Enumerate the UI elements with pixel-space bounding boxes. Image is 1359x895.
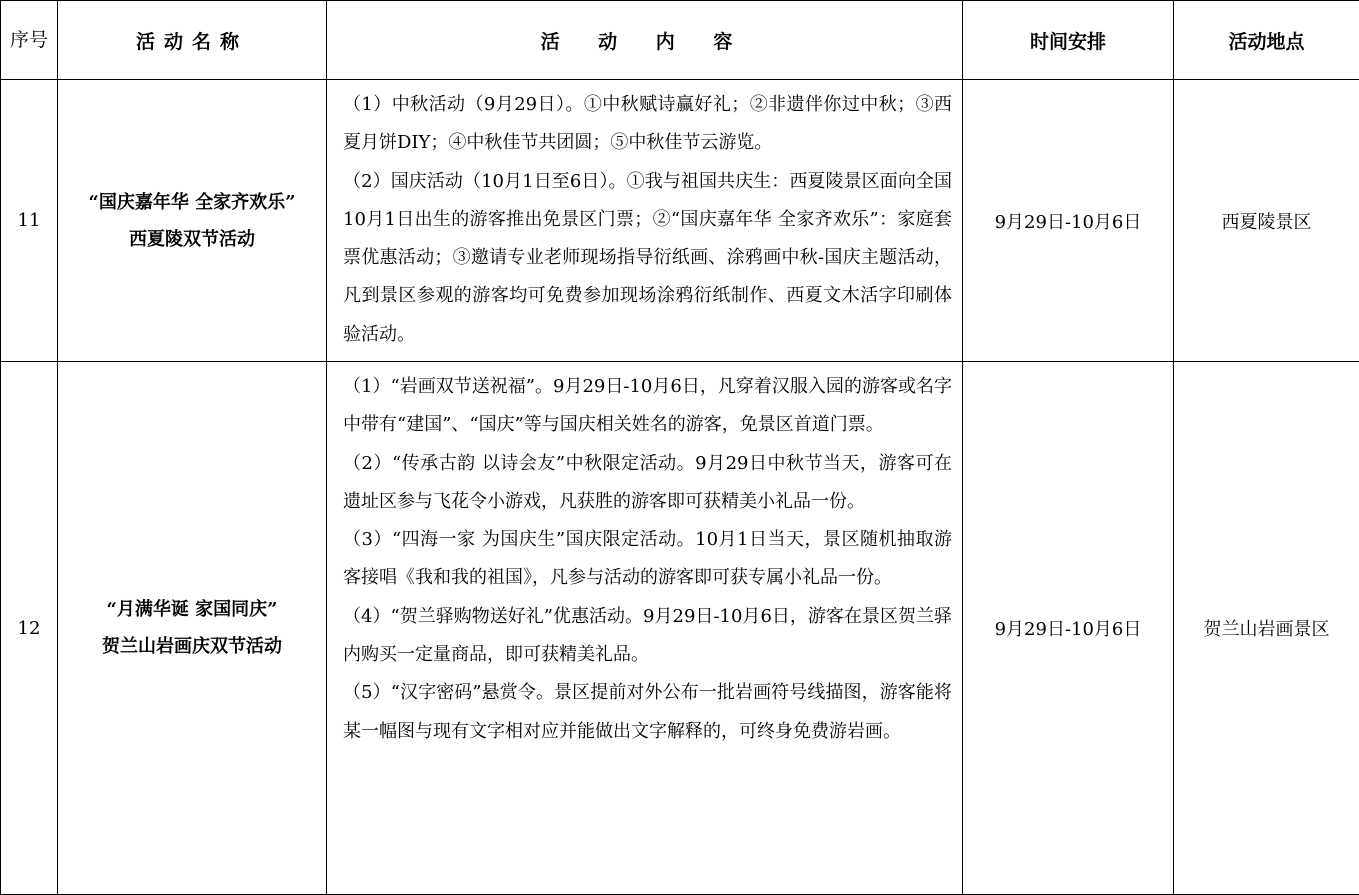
content-paragraph: （2）国庆活动（10月1日至6日）。①我与祖国共庆生：西夏陵景区面向全国10月1日出生的游客推出免景区门票；②“国庆嘉年华 全家齐欢乐”：家庭套票优惠活动；③邀请专业老师现场指导衍纸画、涂鸦画中秋-国庆主题活动，凡到景区参观的游客均可免费参加现场涂鸦衍纸制作、西夏文木活字印刷体验活动。 xyxy=(337,163,952,354)
header-place: 活动地点 xyxy=(1174,1,1359,80)
content-paragraph: （3）“四海一家 为国庆生”国庆限定活动。10月1日当天，景区随机抽取游客接唱《我和我的祖国》，凡参与活动的游客即可获专属小礼品一份。 xyxy=(337,521,952,598)
content-paragraph: （1）中秋活动（9月29日）。①中秋赋诗赢好礼；②非遗伴你过中秋；③西夏月饼DIY；④中秋佳节共团圆；⑤中秋佳节云游览。 xyxy=(337,86,952,163)
activity-name-line2: 贺兰山岩画庆双节活动 xyxy=(58,628,326,665)
activity-name-line2: 西夏陵双节活动 xyxy=(58,221,326,258)
header-row xyxy=(1,1,1359,80)
content-paragraph: （1）“岩画双节送祝福”。9月29日-10月6日，凡穿着汉服入园的游客或名字中带有“建国”、“国庆”等与国庆相关姓名的游客，免景区首道门票。 xyxy=(337,368,952,445)
header-content: 活 动 内 容 xyxy=(327,1,963,80)
table-row xyxy=(1,80,1359,362)
activity-content xyxy=(327,362,963,895)
activity-time: 9月29日-10月6日 xyxy=(963,80,1174,362)
header-index: 序号 xyxy=(1,1,58,80)
table-row xyxy=(1,362,1359,895)
activity-name-line1: “国庆嘉年华 全家齐欢乐” xyxy=(58,184,326,221)
content-paragraph: （4）“贺兰驿购物送好礼”优惠活动。9月29日-10月6日，游客在景区贺兰驿内购买一定量商品，即可获精美礼品。 xyxy=(337,598,952,675)
activity-time: 9月29日-10月6日 xyxy=(963,362,1174,895)
activity-name-line1: “月满华诞 家国同庆” xyxy=(58,591,326,628)
content-paragraph: （2）“传承古韵 以诗会友”中秋限定活动。9月29日中秋节当天，游客可在遗址区参与飞花令小游戏，凡获胜的游客即可获精美小礼品一份。 xyxy=(337,445,952,522)
header-time: 时间安排 xyxy=(963,1,1174,80)
header-name: 活动名称 xyxy=(58,1,327,80)
content-paragraph: （5）“汉字密码”悬赏令。景区提前对外公布一批岩画符号线描图，游客能将某一幅图与现有文字相对应并能做出文字解释的，可终身免费游岩画。 xyxy=(337,674,952,751)
row-index: 12 xyxy=(1,362,58,895)
activity-name xyxy=(58,80,327,362)
activity-place: 西夏陵景区 xyxy=(1174,80,1359,362)
activity-content xyxy=(327,80,963,362)
activity-name xyxy=(58,362,327,895)
activity-place: 贺兰山岩画景区 xyxy=(1174,362,1359,895)
row-index: 11 xyxy=(1,80,58,362)
